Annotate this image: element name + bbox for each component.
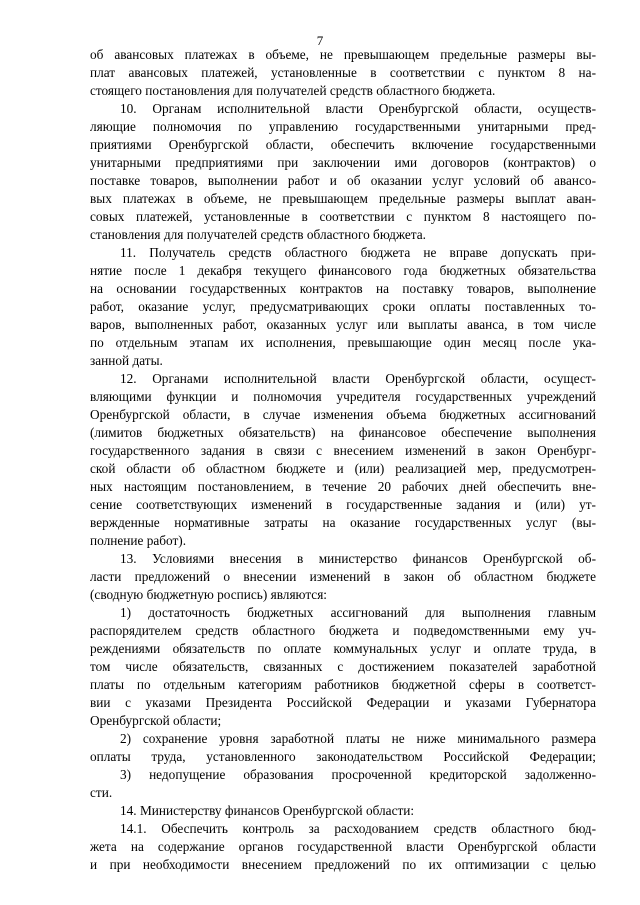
paragraph-13-first-line: 13. Условиями внесения в министерство финансов Оренбургской об- — [120, 551, 596, 566]
text-line: плат авансовых платежей, установленные в соответствии с пунктом 8 на- — [90, 65, 596, 80]
text-line: унитарными предприятиями при заключении ими договоров (контрактов) о — [90, 155, 596, 170]
text-line: реждениями обязательств по оплате коммунальных услуг и оплате труда, в — [90, 641, 596, 656]
text-line: и при необходимости внесением предложений по их оптимизации с целью — [90, 857, 596, 872]
text-line: приятиями Оренбургской области, обеспечить включение государственными — [90, 137, 596, 152]
text-line: вых платежах в объеме, не превышающем предельные размеры выплат аван- — [90, 191, 596, 206]
text-line: Оренбургской области; — [90, 713, 222, 728]
text-line: вии с указами Президента Российской Федерации и указами Губернатора — [90, 695, 596, 710]
paragraph-12-first-line: 12. Органами исполнительной власти Оренбургской области, осущест- — [120, 371, 596, 386]
text-line: (сводную бюджетную роспись) являются: — [90, 587, 327, 602]
text-line: ской области об областном бюджете и (или) реализацией мер, предусмотрен- — [90, 461, 596, 476]
text-line: становления для получателей средств областного бюджета. — [90, 227, 426, 242]
text-line: ных настоящим постановлением, в течение 20 рабочих дней обеспечить вне- — [90, 479, 596, 494]
item-3-first-line: 3) недопущение образования просроченной кредиторской задолженно- — [120, 767, 596, 782]
text-line: варов, выполненных работ, оказанных услуг или выплаты аванса, в том числе — [90, 317, 596, 332]
text-line: том числе обязательств, связанных с достижением показателей заработной — [90, 659, 596, 674]
text-line: жета на содержание органов государственной власти Оренбургской области — [90, 839, 596, 854]
item-2-first-line: 2) сохранение уровня заработной платы не ниже минимального размера — [120, 731, 596, 746]
paragraph-10-first-line: 10. Органам исполнительной власти Оренбургской области, осуществ- — [120, 101, 596, 116]
text-line: платы по отдельным категориям работников бюджетной сферы в соответст- — [90, 677, 596, 692]
text-line: совых платежей, установленные в соответствии с пунктом 8 настоящего по- — [90, 209, 596, 224]
text-line: занной даты. — [90, 353, 163, 368]
text-line: вляющими функции и полномочия учредителя государственных учреждений — [90, 389, 596, 404]
text-line: государственного задания в связи с внесением изменений в закон Оренбург- — [90, 443, 596, 458]
text-line: Оренбургской области, в случае изменения объема бюджетных ассигнований — [90, 407, 596, 422]
text-line: по отдельным этапам их исполнения, превышающие один месяц после ука- — [90, 335, 596, 350]
text-line: на основании государственных контрактов на поставку товаров, выполнение — [90, 281, 596, 296]
text-line: ляющие полномочия по управлению государственными унитарными пред- — [90, 119, 596, 134]
paragraph-14-heading: 14. Министерству финансов Оренбургской области: — [120, 803, 415, 818]
text-line: поставке товаров, выполнении работ и об оказании услуг условий об авансо- — [90, 173, 596, 188]
paragraph-11-first-line: 11. Получатель средств областного бюджета не вправе допускать при- — [120, 245, 596, 260]
text-line: оплаты труда, установленного законодательством Российской Федерации; — [90, 749, 596, 764]
text-line: распорядителем средств областного бюджета и подведомственными ему уч- — [90, 623, 596, 638]
paragraph-14-1-first-line: 14.1. Обеспечить контроль за расходованием средств областного бюд- — [120, 821, 596, 836]
item-1-first-line: 1) достаточность бюджетных ассигнований для выполнения главным — [120, 605, 596, 620]
page-number: 7 — [316, 33, 324, 48]
text-line: нятие после 1 декабря текущего финансового года бюджетных обязательства — [90, 263, 596, 278]
text-line: ласти предложений о внесении изменений в закон об областном бюджете — [90, 569, 596, 584]
text-line: стоящего постановления для получателей средств областного бюджета. — [90, 83, 496, 98]
text-line: работ, оказание услуг, предусматривающих сроки оплаты поставленных то- — [90, 299, 596, 314]
text-line: об авансовых платежах в объеме, не превышающем предельные размеры вы- — [90, 47, 596, 62]
text-line: полнение работ). — [90, 533, 187, 548]
text-line: сение соответствующих изменений в государственные задания и (или) ут- — [90, 497, 596, 512]
text-line: сти. — [90, 785, 113, 800]
text-line: (лимитов бюджетных обязательств) на финансовое обеспечение выполнения — [90, 425, 596, 440]
text-line: вержденные нормативные затраты на оказание государственных услуг (вы- — [90, 515, 596, 530]
